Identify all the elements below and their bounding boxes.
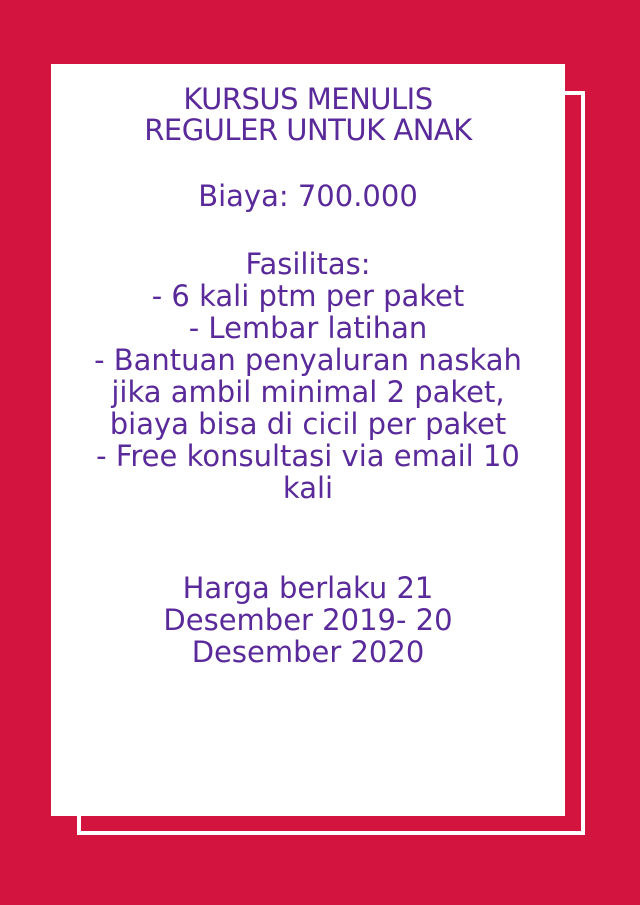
content-card (51, 64, 565, 816)
facility-item: - Bantuan penyaluran naskah jika ambil minimal 2 paket, biaya bisa di cicil per paket (94, 343, 522, 441)
price-validity-line-3: Desember 2020 (191, 635, 425, 669)
course-title-line-1: KURSUS MENULIS (183, 82, 433, 116)
course-title-line-2: REGULER UNTUK ANAK (144, 113, 472, 147)
facility-item: - 6 kali ptm per paket (151, 279, 465, 313)
facility-item: - Lembar latihan (188, 311, 428, 345)
price-validity (51, 572, 565, 668)
course-title (51, 84, 565, 146)
facility-item: - Free konsultasi via email 10 kali (96, 439, 520, 505)
facilities-heading: Fasilitas: (245, 247, 371, 281)
price-validity-line-2: Desember 2019- 20 (163, 603, 453, 637)
course-price: Biaya: 700.000 (198, 179, 418, 213)
facilities-list (51, 280, 565, 504)
price-validity-line-1: Harga berlaku 21 (182, 571, 434, 605)
